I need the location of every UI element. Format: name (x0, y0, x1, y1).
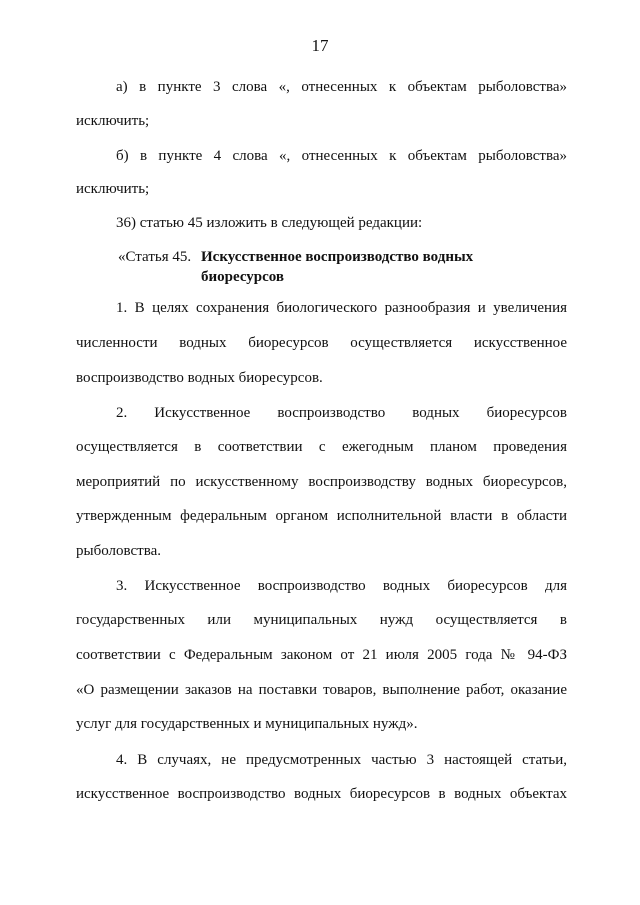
article-title: Искусственное воспроизводство водных биоресурсов (201, 249, 474, 285)
part3-line-1: 3. Искусственное воспроизводство водных биоресурсов для (116, 578, 567, 594)
part2-line-1: 2. Искусственное воспроизводство водных биоресурсов (116, 405, 567, 421)
page-number: 17 (311, 36, 329, 55)
para-a-line-1: а) в пункте 3 слова «, отнесенных к объектам рыболовства» (116, 79, 567, 95)
part1-line-3: воспроизводство водных биоресурсов. (76, 370, 323, 386)
part2-line-2: осуществляется в соответствии с ежегодным планом проведения (76, 439, 567, 455)
part4-line-2: искусственное воспроизводство водных биоресурсов в водных объектах (76, 786, 567, 802)
para-b-line-2: исключить; (76, 181, 150, 197)
part3-line-4: «О размещении заказов на поставки товаров, выполнение работ, оказание (76, 682, 567, 698)
part4-line-1: 4. В случаях, не предусмотренных частью 3 настоящей статьи, (116, 752, 567, 768)
part2-line-3: мероприятий по искусственному воспроизводству водных биоресурсов, (76, 474, 567, 490)
part3-line-5: услуг для государственных и муниципальных нужд». (76, 716, 418, 732)
part2-line-5: рыболовства. (76, 543, 161, 559)
part3-line-2: государственных или муниципальных нужд осуществляется в (76, 612, 567, 628)
para-36: 36) статью 45 изложить в следующей редакции: (116, 215, 423, 231)
part1-line-2: численности водных биоресурсов осуществляется искусственное (76, 335, 567, 351)
part2-line-4: утвержденным федеральным органом исполнительной власти в области (76, 508, 567, 524)
part1-line-1: 1. В целях сохранения биологического разнообразия и увеличения (116, 300, 567, 316)
article-number: «Статья 45. (118, 249, 192, 265)
part3-line-3: соответствии с Федеральным законом от 21 июля 2005 года № 94-ФЗ (76, 647, 567, 663)
para-b-line-1: б) в пункте 4 слова «, отнесенных к объектам рыболовства» (116, 148, 567, 164)
para-a-line-2: исключить; (76, 113, 150, 129)
